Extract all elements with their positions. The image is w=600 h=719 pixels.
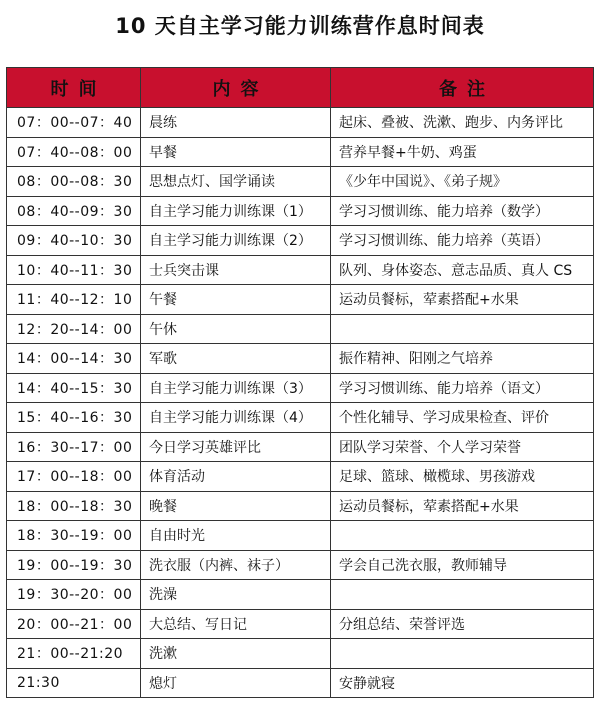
content-cell: 午餐 bbox=[141, 285, 331, 315]
content-cell: 午休 bbox=[141, 314, 331, 344]
time-cell: 17：00--18：00 bbox=[7, 462, 141, 492]
table-row bbox=[7, 226, 594, 256]
note-cell: 学习习惯训练、能力培养（英语） bbox=[331, 226, 594, 256]
header-content: 内容 bbox=[141, 68, 331, 108]
content-cell: 早餐 bbox=[141, 137, 331, 167]
time-cell: 18：00--18：30 bbox=[7, 491, 141, 521]
header-time: 时间 bbox=[7, 68, 141, 108]
table-row bbox=[7, 491, 594, 521]
note-cell: 分组总结、荣誉评选 bbox=[331, 609, 594, 639]
content-cell: 洗澡 bbox=[141, 580, 331, 610]
content-cell: 自主学习能力训练课（3） bbox=[141, 373, 331, 403]
content-cell: 洗漱 bbox=[141, 639, 331, 669]
note-cell: 学习习惯训练、能力培养（语文） bbox=[331, 373, 594, 403]
content-cell: 晚餐 bbox=[141, 491, 331, 521]
note-cell: 运动员餐标，荤素搭配+水果 bbox=[331, 491, 594, 521]
time-cell: 08：40--09：30 bbox=[7, 196, 141, 226]
time-cell: 14：00--14：30 bbox=[7, 344, 141, 374]
time-cell: 12：20--14：00 bbox=[7, 314, 141, 344]
header-row bbox=[7, 68, 594, 108]
content-cell: 自主学习能力训练课（2） bbox=[141, 226, 331, 256]
content-cell: 士兵突击课 bbox=[141, 255, 331, 285]
header-note: 备注 bbox=[331, 68, 594, 108]
note-cell: 安静就寝 bbox=[331, 668, 594, 698]
time-cell: 14：40--15：30 bbox=[7, 373, 141, 403]
content-cell: 体育活动 bbox=[141, 462, 331, 492]
content-cell: 军歌 bbox=[141, 344, 331, 374]
page-title: 10 天自主学习能力训练营作息时间表 bbox=[115, 14, 485, 38]
note-cell: 个性化辅导、学习成果检查、评价 bbox=[331, 403, 594, 433]
note-cell: 团队学习荣誉、个人学习荣誉 bbox=[331, 432, 594, 462]
time-cell: 08：00--08：30 bbox=[7, 167, 141, 197]
table-row bbox=[7, 314, 594, 344]
note-cell: 振作精神、阳刚之气培养 bbox=[331, 344, 594, 374]
table-row bbox=[7, 108, 594, 138]
note-cell bbox=[331, 314, 594, 344]
content-cell: 晨练 bbox=[141, 108, 331, 138]
note-cell: 起床、叠被、洗漱、跑步、内务评比 bbox=[331, 108, 594, 138]
table-row bbox=[7, 462, 594, 492]
note-cell: 运动员餐标，荤素搭配+水果 bbox=[331, 285, 594, 315]
note-cell: 《少年中国说》、《弟子规》 bbox=[331, 167, 594, 197]
table-body bbox=[7, 108, 594, 698]
table-row bbox=[7, 344, 594, 374]
table-row bbox=[7, 196, 594, 226]
table-row bbox=[7, 167, 594, 197]
time-cell: 15：40--16：30 bbox=[7, 403, 141, 433]
table-row bbox=[7, 668, 594, 698]
table-header bbox=[7, 68, 594, 108]
note-cell: 足球、篮球、橄榄球、男孩游戏 bbox=[331, 462, 594, 492]
time-cell: 19：30--20：00 bbox=[7, 580, 141, 610]
time-cell: 07：40--08：00 bbox=[7, 137, 141, 167]
time-cell: 09：40--10：30 bbox=[7, 226, 141, 256]
note-cell: 营养早餐+牛奶、鸡蛋 bbox=[331, 137, 594, 167]
table-row bbox=[7, 639, 594, 669]
time-cell: 07：00--07：40 bbox=[7, 108, 141, 138]
time-cell: 20：00--21：00 bbox=[7, 609, 141, 639]
content-cell: 今日学习英雄评比 bbox=[141, 432, 331, 462]
time-cell: 21:30 bbox=[7, 668, 141, 698]
content-cell: 大总结、写日记 bbox=[141, 609, 331, 639]
time-cell: 10：40--11：30 bbox=[7, 255, 141, 285]
content-cell: 思想点灯、国学诵读 bbox=[141, 167, 331, 197]
table-row bbox=[7, 521, 594, 551]
table-row bbox=[7, 255, 594, 285]
content-cell: 自主学习能力训练课（4） bbox=[141, 403, 331, 433]
note-cell: 队列、身体姿态、意志品质、真人 CS bbox=[331, 255, 594, 285]
table-row bbox=[7, 403, 594, 433]
table-row bbox=[7, 609, 594, 639]
table-row bbox=[7, 550, 594, 580]
table-row bbox=[7, 137, 594, 167]
time-cell: 21：00--21:20 bbox=[7, 639, 141, 669]
table-row bbox=[7, 285, 594, 315]
note-cell: 学习习惯训练、能力培养（数学） bbox=[331, 196, 594, 226]
note-cell bbox=[331, 580, 594, 610]
note-cell: 学会自己洗衣服，教师辅导 bbox=[331, 550, 594, 580]
table-row bbox=[7, 432, 594, 462]
time-cell: 19：00--19：30 bbox=[7, 550, 141, 580]
content-cell: 自主学习能力训练课（1） bbox=[141, 196, 331, 226]
note-cell bbox=[331, 639, 594, 669]
content-cell: 自由时光 bbox=[141, 521, 331, 551]
table-row bbox=[7, 580, 594, 610]
note-cell bbox=[331, 521, 594, 551]
time-cell: 16：30--17：00 bbox=[7, 432, 141, 462]
schedule-table bbox=[6, 67, 594, 698]
content-cell: 熄灯 bbox=[141, 668, 331, 698]
content-cell: 洗衣服（内裤、袜子） bbox=[141, 550, 331, 580]
table-row bbox=[7, 373, 594, 403]
time-cell: 11：40--12：10 bbox=[7, 285, 141, 315]
time-cell: 18：30--19：00 bbox=[7, 521, 141, 551]
